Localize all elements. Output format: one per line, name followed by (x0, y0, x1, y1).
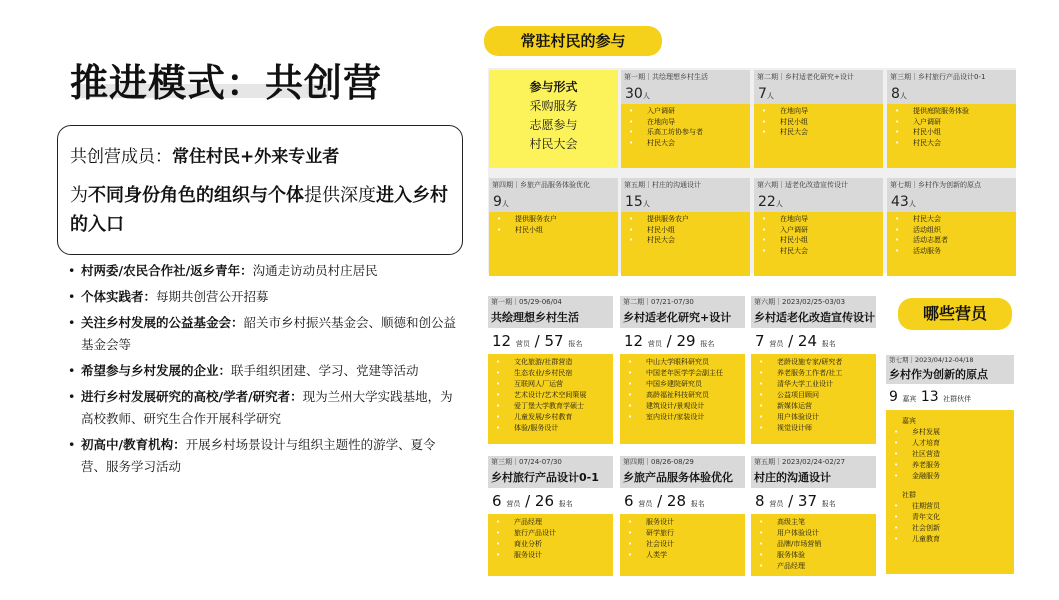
cell-item: • 村民大会 (891, 214, 1012, 225)
period-card (751, 456, 876, 576)
signup-count: 57 (544, 332, 564, 350)
role-item: • 高级主笔 (755, 517, 872, 528)
guest-label: 嘉宾 (902, 395, 917, 403)
bullet-text: 沟通走访动员村庄居民 (252, 263, 378, 278)
purpose-text-a: 为 (70, 185, 88, 206)
period-header: 第二期｜07/21-07/30 (620, 296, 745, 308)
bullet-item (68, 260, 458, 282)
role-item: • 养老服务工作者/社工 (755, 368, 872, 379)
period-header: 第一期｜05/29-06/04 (488, 296, 613, 308)
period-title: 村庄的沟通设计 (751, 468, 876, 488)
villager-participation-heading: 常驻村民的参与 (484, 26, 662, 56)
role-item: • 品牌/市场营销 (755, 539, 872, 550)
bullet-item (68, 360, 458, 382)
camp-count: 6 (624, 492, 634, 510)
participation-cell (621, 70, 750, 168)
participation-cell (887, 70, 1016, 168)
period-roles (886, 410, 1014, 574)
cell-item: • 入户调研 (625, 106, 746, 117)
cell-items (621, 212, 750, 276)
signup-label: 报名 (821, 500, 836, 508)
cell-item: • 村民大会 (758, 127, 879, 138)
camp-label: 营员 (506, 500, 521, 508)
role-item: • 儿童发展/乡村教育 (492, 412, 609, 423)
participation-form-item: 志愿参与 (529, 118, 578, 132)
role-item: • 服务设计 (624, 517, 741, 528)
cell-count (621, 192, 750, 212)
period-header: 第五期｜2023/02/24-02/27 (751, 456, 876, 468)
participation-cell (489, 178, 618, 276)
role-item: • 产品经理 (492, 517, 609, 528)
cell-number: 43 (891, 194, 909, 210)
cell-unit: 人 (501, 200, 509, 208)
role-group-name: 社群 (902, 491, 916, 499)
purpose-text-b: 不同身份角色的组织与个体 (88, 185, 304, 206)
cell-item: • 村民小组 (758, 235, 879, 246)
cell-count (754, 84, 883, 104)
period-roles (620, 354, 745, 444)
cell-items (887, 104, 1016, 168)
purpose-text-d: 进入乡村的入口 (70, 185, 448, 235)
cell-number: 9 (493, 194, 502, 210)
period-roles (488, 514, 613, 576)
group-spacer (890, 545, 1010, 553)
participation-form-heading: 参与形式 (529, 80, 578, 94)
period-card (751, 296, 876, 444)
period-header: 第四期｜08/26-08/29 (620, 456, 745, 468)
role-item: • 体验/服务设计 (492, 423, 609, 434)
cell-item: • 在地向导 (758, 106, 879, 117)
cell-count (621, 84, 750, 104)
signup-label: 报名 (558, 500, 573, 508)
cell-item: • 在地向导 (758, 214, 879, 225)
period-title: 乡村作为创新的原点 (886, 366, 1014, 384)
cell-header: 第四期｜乡旅产品服务体验优化 (489, 178, 618, 192)
role-item: • 研学旅行 (624, 528, 741, 539)
cell-item: • 村民大会 (625, 235, 746, 246)
role-item: • 产品经理 (755, 561, 872, 572)
cell-items (754, 212, 883, 276)
bullet-bold: 进行乡村发展研究的高校/学者/研究者： (81, 389, 303, 404)
cell-items (489, 212, 618, 276)
role-item: • 互联网人厂运营 (492, 379, 609, 390)
guest-count: 9 (889, 389, 898, 405)
role-item: • 用户体验设计 (755, 528, 872, 539)
participant-list (68, 260, 458, 482)
period-card (620, 296, 745, 444)
role-item: • 人才培育 (890, 438, 1010, 449)
cell-header: 第一期｜共绘理想乡村生活 (621, 70, 750, 84)
purpose-text-c: 提供深度 (304, 185, 376, 206)
period-card (488, 296, 613, 444)
bullet-bold: 个体实践者： (81, 289, 157, 304)
role-item: • 人类学 (624, 550, 741, 561)
period-counts: 8 营员 / 37 报名 (755, 492, 836, 510)
cell-item: • 村民大会 (625, 138, 746, 149)
bullet-text: 现为兰州大学实践基地，为高校教师、研究生合作开展科学研究 (81, 389, 453, 426)
period-card (488, 456, 613, 576)
purpose-line (70, 181, 450, 239)
participation-form-card (489, 70, 618, 168)
which-campers-heading: 哪些营员 (898, 298, 1012, 330)
cell-item: • 村民小组 (758, 117, 879, 128)
camp-label: 营员 (647, 340, 662, 348)
role-item: • 艺术设计/艺术空间策展 (492, 390, 609, 401)
signup-count: 29 (676, 332, 696, 350)
cell-item: • 活动志愿者 (891, 235, 1012, 246)
role-item: • 中国老年医学学会副主任 (624, 368, 741, 379)
role-item: • 室内设计/家装设计 (624, 412, 741, 423)
cell-unit: 人 (899, 92, 907, 100)
signup-label: 报名 (568, 340, 583, 348)
cell-item: • 村民小组 (625, 225, 746, 236)
cell-number: 7 (758, 86, 767, 102)
role-item: • 公益项目顾问 (755, 390, 872, 401)
bullet-text: 每期共创营公开招募 (156, 289, 269, 304)
participation-cell (621, 178, 750, 276)
cell-item: • 在地向导 (625, 117, 746, 128)
participation-cell (887, 178, 1016, 276)
cell-number: 22 (758, 194, 776, 210)
role-item: • 建筑设计/景观设计 (624, 401, 741, 412)
cell-item: • 提供庭院服务体验 (891, 106, 1012, 117)
period-header: 第七期｜2023/04/12-04/18 (886, 355, 1014, 366)
role-item: • 社区营造 (890, 449, 1010, 460)
participation-cell (754, 178, 883, 276)
role-item: • 养老服务 (890, 460, 1010, 471)
cell-number: 8 (891, 86, 900, 102)
role-item: • 文化旅游/社群营造 (492, 357, 609, 368)
period-title: 共绘理想乡村生活 (488, 308, 613, 328)
period-seven-card (886, 355, 1014, 580)
role-item: • 商业分析 (492, 539, 609, 550)
cell-item: • 乐高工坊协参与者 (625, 127, 746, 138)
bullet-item (68, 312, 458, 356)
role-item: • 旅行产品设计 (492, 528, 609, 539)
period-title: 乡村适老化改造宣传设计 (751, 308, 876, 328)
role-item: • 新媒体运营 (755, 401, 872, 412)
period-counts (886, 384, 1014, 410)
period-counts: 12 营员 / 29 报名 (624, 332, 715, 350)
role-item: • 生态农业/乡村民宿 (492, 368, 609, 379)
signup-label: 报名 (690, 500, 705, 508)
signup-count: 37 (797, 492, 818, 510)
camp-count: 7 (755, 332, 765, 350)
participation-cell (754, 70, 883, 168)
cell-item: • 村民大会 (758, 246, 879, 257)
role-item: • 高龄福祉科技研究员 (624, 390, 741, 401)
bullet-bold: 村两委/农民合作社/返乡青年： (81, 263, 253, 278)
role-item: • 往期营员 (890, 501, 1010, 512)
period-roles (751, 354, 876, 444)
participation-form-item: 村民大会 (529, 137, 578, 151)
cell-items (754, 104, 883, 168)
partner-count: 13 (920, 389, 939, 405)
cell-unit: 人 (642, 200, 650, 208)
cell-item: • 村民大会 (891, 138, 1012, 149)
role-item: • 中国乡建院研究员 (624, 379, 741, 390)
role-item: • 清华大学工业设计 (755, 379, 872, 390)
members-value: 常住村民+外来专业者 (172, 147, 340, 167)
period-counts: 7 营员 / 24 报名 (755, 332, 836, 350)
cell-items (621, 104, 750, 168)
bullet-item (68, 434, 458, 478)
period-roles (620, 514, 745, 576)
members-line (70, 142, 450, 167)
signup-count: 24 (797, 332, 818, 350)
cell-item: • 提供服务农户 (625, 214, 746, 225)
period-roles (751, 514, 876, 576)
cell-item: • 村民小组 (493, 225, 614, 236)
role-item: • 中山大学眼科研究员 (624, 357, 741, 368)
role-item: • 青年文化 (890, 512, 1010, 523)
cell-number: 15 (625, 194, 643, 210)
cell-count (754, 192, 883, 212)
cell-item: • 村民小组 (891, 127, 1012, 138)
bullet-bold: 希望参与乡村发展的企业： (81, 363, 232, 378)
bullet-item (68, 386, 458, 430)
role-item: • 视觉设计师 (755, 423, 872, 434)
period-header: 第三期｜07/24-07/30 (488, 456, 613, 468)
cell-header: 第五期｜村庄的沟通设计 (621, 178, 750, 192)
role-item: • 老龄设施专家/研究者 (755, 357, 872, 368)
camp-count: 12 (624, 332, 644, 350)
cell-header: 第三期｜乡村旅行产品设计0-1 (887, 70, 1016, 84)
cell-number: 30 (625, 86, 643, 102)
cell-items (887, 212, 1016, 276)
period-roles (488, 354, 613, 444)
group-spacer (890, 482, 1010, 490)
camp-count: 8 (755, 492, 765, 510)
bullet-bold: 初高中/教育机构： (81, 437, 186, 452)
cell-header: 第七期｜乡村作为创新的原点 (887, 178, 1016, 192)
signup-count: 26 (534, 492, 555, 510)
members-summary-box (57, 125, 463, 255)
participation-form-item: 采购服务 (529, 99, 578, 113)
period-title: 乡村适老化研究+设计 (620, 308, 745, 328)
cell-count (887, 192, 1016, 212)
camp-label: 营员 (769, 340, 784, 348)
cell-item: • 活动服务 (891, 246, 1012, 257)
bullet-item (68, 286, 458, 308)
cell-item: • 活动组织 (891, 225, 1012, 236)
camp-count: 6 (492, 492, 502, 510)
cell-count (887, 84, 1016, 104)
bullet-bold: 关注乡村发展的公益基金会： (81, 315, 244, 330)
cell-count (489, 192, 618, 212)
bullet-text: 韶关市乡村振兴基金会、顺德和创公益基金会等 (81, 315, 457, 352)
role-item: • 爱丁堡大学教育学硕士 (492, 401, 609, 412)
role-item: • 服务设计 (492, 550, 609, 561)
signup-label: 报名 (821, 340, 836, 348)
members-label: 共创营成员： (70, 147, 172, 167)
partner-label: 社群伙伴 (943, 395, 972, 403)
signup-count: 28 (666, 492, 687, 510)
period-counts: 6 营员 / 26 报名 (492, 492, 573, 510)
role-item: • 乡村发展 (890, 427, 1010, 438)
camp-periods (488, 296, 886, 581)
camp-label: 营员 (638, 500, 653, 508)
role-item: • 社会设计 (624, 539, 741, 550)
period-card (620, 456, 745, 576)
cell-unit: 人 (908, 200, 916, 208)
period-header: 第六期｜2023/02/25-03/03 (751, 296, 876, 308)
camp-label: 营员 (769, 500, 784, 508)
cell-unit: 人 (766, 92, 774, 100)
period-title: 乡旅产品服务体验优化 (620, 468, 745, 488)
period-counts: 6 营员 / 28 报名 (624, 492, 705, 510)
cell-item: • 入户调研 (758, 225, 879, 236)
camp-count: 12 (492, 332, 512, 350)
role-item: • 用户体验设计 (755, 412, 872, 423)
role-item: • 儿童教育 (890, 534, 1010, 545)
camp-label: 营员 (515, 340, 530, 348)
period-title: 乡村旅行产品设计0-1 (488, 468, 613, 488)
bullet-text: 开展乡村场景设计与组织主题性的游学、夏令营、服务学习活动 (81, 437, 436, 474)
role-item: • 社会创新 (890, 523, 1010, 534)
role-group-name: 嘉宾 (902, 417, 916, 425)
cell-unit: 人 (642, 92, 650, 100)
role-item: • 金融服务 (890, 471, 1010, 482)
page-title: 推进模式：共创营 (70, 61, 383, 105)
period-counts: 12 营员 / 57 报名 (492, 332, 583, 350)
cell-item: • 提供服务农户 (493, 214, 614, 225)
cell-header: 第六期｜适老化改造宣传设计 (754, 178, 883, 192)
signup-label: 报名 (700, 340, 715, 348)
villager-participation-grid (488, 68, 1016, 273)
bullet-text: 联手组织团建、学习、党建等活动 (231, 363, 419, 378)
cell-unit: 人 (775, 200, 783, 208)
role-item: • 服务体验 (755, 550, 872, 561)
cell-item: • 入户调研 (891, 117, 1012, 128)
cell-header: 第二期｜乡村适老化研究+设计 (754, 70, 883, 84)
